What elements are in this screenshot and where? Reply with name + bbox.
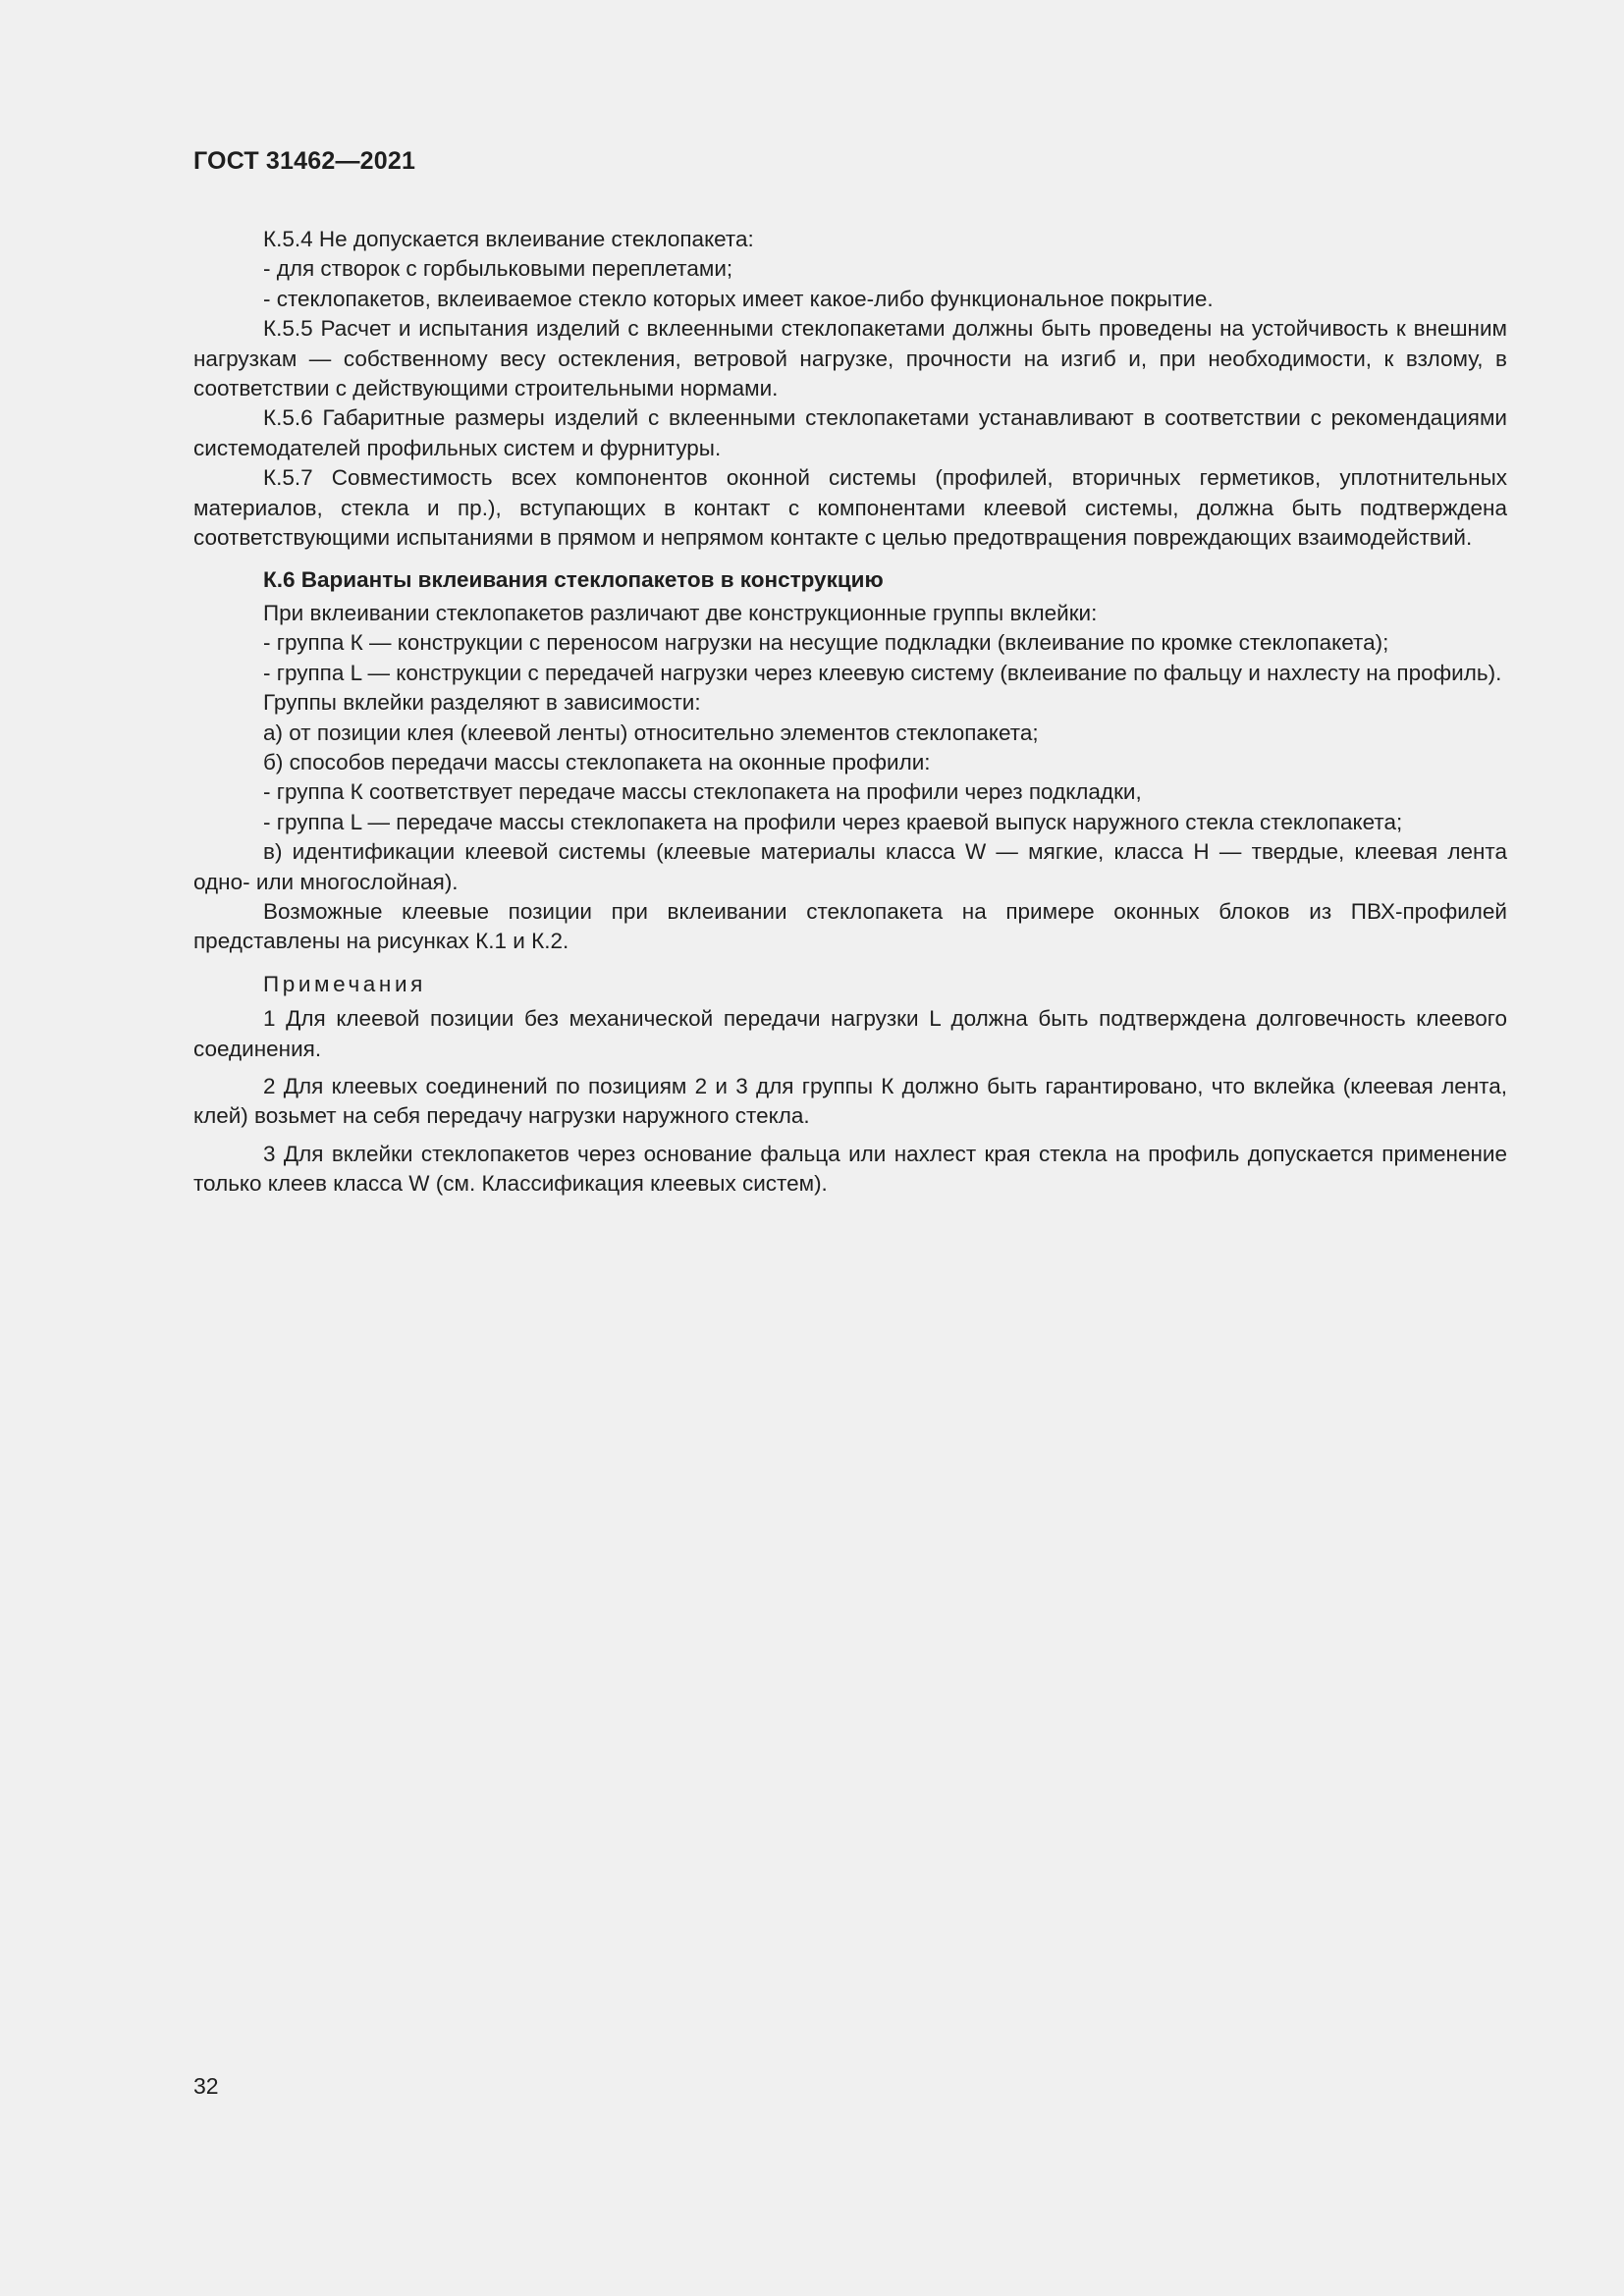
list-item-group-l: - группа L — конструкции с передачей нагрузки через клеевую систему (вклеивание по фальцу и нахлесту на профиль).	[263, 660, 1502, 685]
section-heading-k6: К.6 Варианты вклеивания стеклопакетов в конструкцию	[263, 567, 884, 593]
note-3: 3 Для вклейки стеклопакетов через основание фальца или нахлест края стекла на профиль допускается применение только клеев класса W (см. Классификация клеевых систем).	[193, 1141, 1507, 1197]
notes-title: Примечания	[263, 971, 426, 996]
document-body	[193, 225, 1507, 1207]
list-item-b: б) способов передачи массы стеклопакета на оконные профили:	[263, 749, 931, 774]
paragraph-positions: Возможные клеевые позиции при вклеивании стеклопакета на примере оконных блоков из ПВХ-профилей представлены на рисунках К.1 и К.2.	[193, 898, 1507, 954]
paragraph-groups-depend: Группы вклейки разделяют в зависимости:	[263, 690, 701, 716]
list-item-group-k: - группа К — конструкции с переносом нагрузки на несущие подкладки (вклеивание по кромке стеклопакета);	[263, 630, 1389, 656]
page-number: 32	[193, 2073, 219, 2099]
note-1: 1 Для клеевой позиции без механической передачи нагрузки L должна быть подтверждена долговечность клеевого соединения.	[193, 1006, 1507, 1061]
document-header: ГОСТ 31462—2021	[193, 147, 416, 175]
list-item-k54-2: - стеклопакетов, вклеиваемое стекло которых имеет какое-либо функциональное покрытие.	[263, 286, 1214, 311]
list-item-b-group-k: - группа К соответствует передаче массы стеклопакета на профили через подкладки,	[263, 779, 1142, 805]
paragraph-k54: К.5.4 Не допускается вклеивание стеклопакета:	[263, 227, 754, 251]
paragraph-k55: К.5.5 Расчет и испытания изделий с вклеенными стеклопакетами должны быть проведены на устойчивость к внешним нагрузкам — собственному весу остекления, ветровой нагрузке, прочности на изгиб и, при необходимости, к взлому, в соответствии с действующими строительными нормами.	[193, 316, 1507, 401]
paragraph-k56: К.5.6 Габаритные размеры изделий с вклеенными стеклопакетами устанавливают в соответствии с рекомендациями системодателей профильных систем и фурнитуры.	[193, 405, 1507, 460]
list-item-b-group-l: - группа L — передаче массы стеклопакета на профили через краевой выпуск наружного стекла стеклопакета;	[263, 809, 1403, 834]
list-item-k54-1: - для створок с горбыльковыми переплетами;	[263, 256, 733, 282]
list-item-v: в) идентификации клеевой системы (клеевые материалы класса W — мягкие, класса Н — твердые, клеевая лента одно- или многослойная).	[193, 839, 1507, 894]
paragraph-k6-intro: При вклеивании стеклопакетов различают две конструкционные группы вклейки:	[263, 600, 1098, 625]
paragraph-k57: К.5.7 Совместимость всех компонентов оконной системы (профилей, вторичных герметиков, уплотнительных материалов, стекла и пр.), вступающих в контакт с компонентами клеевой системы, должна быть подтверждена соответствующими испытаниями в прямом и непрямом контакте с целью предотвращения повреждающих взаимодействий.	[193, 465, 1507, 551]
note-2: 2 Для клеевых соединений по позициям 2 и 3 для группы К должно быть гарантировано, что вклейка (клеевая лента, клей) возьмет на себя передачу нагрузки наружного стекла.	[193, 1073, 1507, 1129]
list-item-a: а) от позиции клея (клеевой ленты) относительно элементов стеклопакета;	[263, 720, 1039, 745]
